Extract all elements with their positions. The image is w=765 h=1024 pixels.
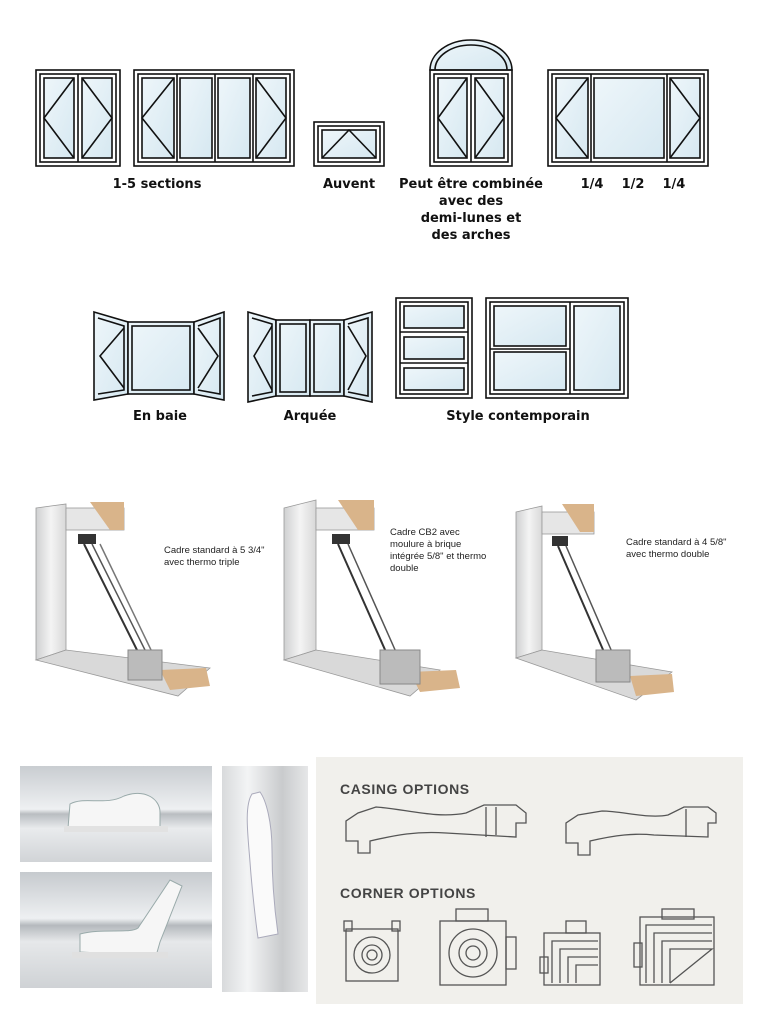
window-casement-4-icon — [134, 70, 294, 166]
caption-combinee: Peut être combinée avec des demi-lunes et des arches — [399, 177, 543, 243]
casing-options-title: CASING OPTIONS — [340, 781, 470, 797]
lock-handle-photo — [222, 766, 308, 992]
caption-contemporain: Style contemporain — [446, 409, 590, 424]
window-arched-icon — [430, 40, 512, 166]
profile-note-standard-534: Cadre standard à 5 3/4" avec thermo triple — [164, 545, 265, 568]
profile-note-standard-458: Cadre standard à 4 5/8" avec thermo double — [626, 537, 727, 560]
options-panel — [316, 757, 743, 1004]
corner-block-round-2-icon — [440, 909, 516, 985]
caption-sections: 1-5 sections — [112, 177, 202, 192]
window-quarter-half-icon — [548, 70, 708, 166]
window-awning-icon — [314, 122, 384, 166]
profile-note-cb2: Cadre CB2 avec moulure à brique intégrée 5/8" et thermo double — [390, 527, 487, 574]
corner-block-round-1-icon — [344, 921, 400, 981]
caption-arquee: Arquée — [283, 409, 337, 424]
corner-block-miter-2-icon — [634, 909, 714, 985]
options-drawings — [316, 757, 743, 1004]
window-contemporary-wide-icon — [486, 298, 628, 398]
window-bow-icon — [248, 312, 372, 402]
frame-profile-3-image — [516, 504, 674, 700]
casing-profile-1-icon — [346, 805, 526, 853]
window-casement-2-icon — [36, 70, 120, 166]
window-styles-drawings — [0, 0, 765, 460]
window-bay-icon — [94, 312, 224, 400]
frame-profile-1-image — [36, 502, 210, 696]
caption-auvent: Auvent — [322, 177, 376, 192]
corner-block-miter-1-icon — [540, 921, 600, 985]
crank-handle-open-photo — [20, 872, 212, 988]
caption-quarter-half: 1/4 1/2 1/4 — [580, 177, 686, 192]
caption-baie: En baie — [132, 409, 187, 424]
window-contemporary-stack-icon — [396, 298, 472, 398]
corner-options-title: CORNER OPTIONS — [340, 885, 476, 901]
crank-handle-closed-photo — [20, 766, 212, 862]
frame-profiles-renderings — [0, 490, 765, 730]
casing-profile-2-icon — [566, 807, 716, 855]
